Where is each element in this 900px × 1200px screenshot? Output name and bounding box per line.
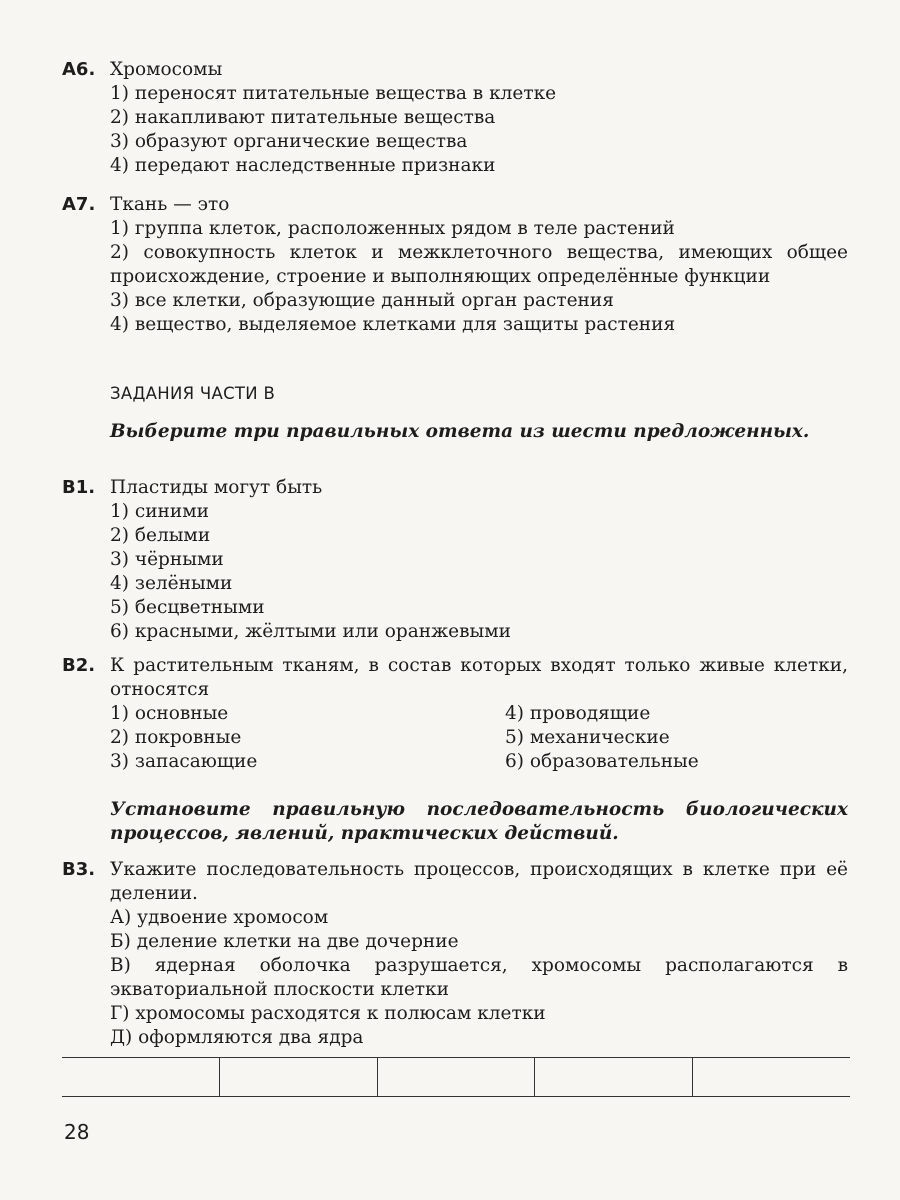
question-stem: Укажите последовательность процессов, происходящих в клетке при её делении. (110, 859, 848, 904)
answer-option: В) ядерная оболочка разрушается, хромосомы располагаются в экваториальной плоскости клетки (110, 955, 848, 1000)
answer-option: А) удвоение хромосом (110, 907, 329, 928)
answer-cell[interactable] (62, 1058, 219, 1096)
answer-option: Б) деление клетки на две дочерние (110, 931, 459, 952)
question-label: А6. (62, 59, 96, 80)
question-stem: Хромосомы (110, 59, 223, 80)
question-b1 (62, 476, 848, 644)
answer-option: 4) вещество, выделяемое клетками для защиты растения (110, 314, 676, 335)
answer-option: 3) чёрными (110, 549, 224, 570)
answer-option: 3) все клетки, образующие данный орган растения (110, 290, 614, 311)
answer-option: 4) проводящие (505, 703, 651, 724)
answer-cell[interactable] (692, 1058, 850, 1096)
answer-option: Г) хромосомы расходятся к полюсам клетки (110, 1003, 546, 1024)
answer-option: 2) покровные (110, 727, 242, 748)
answer-cell[interactable] (534, 1058, 692, 1096)
answer-option: Д) оформляются два ядра (110, 1027, 364, 1048)
answer-table (62, 1057, 850, 1097)
question-label: В3. (62, 859, 96, 880)
question-a6 (62, 58, 848, 178)
question-label: В1. (62, 477, 96, 498)
answer-option: 1) группа клеток, расположенных рядом в теле растений (110, 218, 675, 239)
answer-option: 6) красными, жёлтыми или оранжевыми (110, 621, 511, 642)
question-b3 (62, 858, 848, 1050)
question-b2 (62, 654, 848, 774)
question-stem: Ткань — это (110, 194, 230, 215)
answer-option: 3) образуют органические вещества (110, 131, 468, 152)
answer-option: 4) зелёными (110, 573, 233, 594)
section-heading: ЗАДАНИЯ ЧАСТИ В (110, 384, 276, 403)
answer-option: 3) запасающие (110, 751, 258, 772)
answer-option: 2) накапливают питательные вещества (110, 107, 496, 128)
instruction: Установите правильную последовательность биологических процессов, явлений, практических действий. (110, 799, 848, 844)
answer-option: 1) основные (110, 703, 229, 724)
answer-option: 6) образовательные (505, 751, 699, 772)
question-label: В2. (62, 655, 96, 676)
answer-option: 4) передают наследственные признаки (110, 155, 496, 176)
page-number: 28 (64, 1120, 90, 1144)
answer-option: 5) механические (505, 727, 670, 748)
answer-cell[interactable] (377, 1058, 535, 1096)
answer-option: 5) бесцветными (110, 597, 265, 618)
answer-cell[interactable] (219, 1058, 377, 1096)
instruction: Выберите три правильных ответа из шести предложенных. (110, 421, 810, 442)
question-stem: К растительным тканям, в состав которых входят только живые клетки, относятся (110, 655, 848, 700)
answer-option: 2) совокупность клеток и межклеточного вещества, имеющих общее происхождение, строение и выполняющих определённые функции (110, 242, 848, 287)
question-label: А7. (62, 194, 96, 215)
answer-option: 1) синими (110, 501, 209, 522)
question-a7 (62, 193, 848, 337)
answer-option: 2) белыми (110, 525, 211, 546)
question-stem: Пластиды могут быть (110, 477, 323, 498)
answer-option: 1) переносят питательные вещества в клетке (110, 83, 557, 104)
